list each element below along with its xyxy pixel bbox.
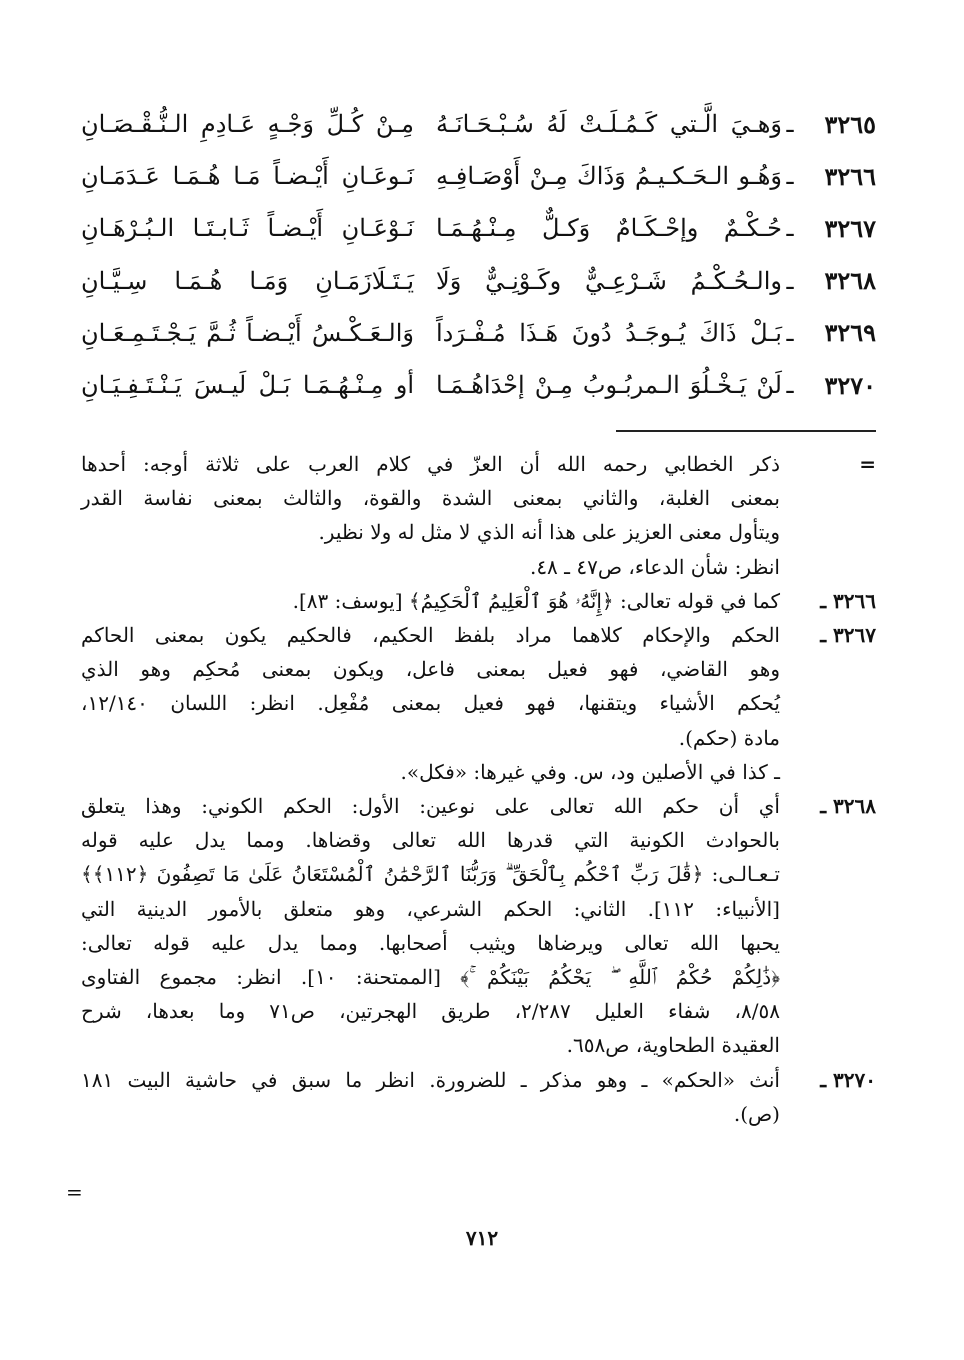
- verse-second-hemistich: نَـوعَـانِ أَيْـضـاً مَـا هُـمَـا عَـدَمَـانِ: [81, 162, 414, 191]
- verse-dash: ـ: [786, 371, 794, 400]
- footnote: [81, 584, 876, 618]
- page-number: ٧١٢: [465, 1226, 499, 1250]
- footnote-body: [81, 1063, 780, 1131]
- footnote-label: ٣٢٧٠ ـ: [820, 1067, 876, 1092]
- footnote-line: يُحكم الأشياء ويتقنها، فهو فعيل بمعنى مُفْعِل. انظر: اللسان ١٢/١٤٠،: [81, 691, 780, 716]
- footnote-line: أي أن حكم الله تعالى على نوعين: الأول: الحكم الكوني: وهذا يتعلق: [81, 794, 780, 819]
- footnote-body: [81, 584, 780, 618]
- footnote-line: كما في قوله تعالى: ﴿إِنَّهُۥ هُوَ ٱلْعَلِيمُ ٱلْحَكِيمُ﴾ [يوسف: ٨٣].: [292, 588, 780, 613]
- verse-dash: ـ: [786, 318, 794, 347]
- footnote-line: (ص).: [733, 1101, 780, 1126]
- footnote: [81, 789, 876, 1063]
- footnote-label: ٣٢٦٨ ـ: [820, 794, 876, 819]
- footnote-line: الحكم والإحكام كلاهما مراد بلفظ الحكيم، فالحكيم يكون بمعنى الحاكم: [81, 623, 780, 648]
- footnote-line: بمعنى الغلبة، والثاني بمعنى الشدة والقوة، والثالث بمعنى نفاسة القدر: [81, 486, 780, 511]
- verse-number: ٣٢٦٧: [824, 213, 876, 243]
- footnote: [81, 1063, 876, 1131]
- footnote-line: أنث «الحكم» ـ وهو مذكر ـ للضرورة. انظر ما سبق في حاشية البيت ١٨١: [81, 1067, 780, 1092]
- verse-number: ٣٢٦٦: [824, 161, 876, 191]
- footnote: [81, 618, 876, 789]
- footnote-line: انظر: شأن الدعاء، ص٤٧ ـ ٤٨.: [529, 554, 780, 579]
- footnote-line: العقيدة الطحاوية، ص٦٥٨.: [566, 1033, 780, 1058]
- footnote-line: تـعـالـى: ﴿قَٰلَ رَبِّ ٱحْكُم بِٱلْحَقِّ ۗ وَرَبُّنَا ٱلرَّحْمَٰنُ ٱلْمُسْتَعَانُ عَلَىٰ مَا تَصِفُونَ ﴿١١٢﴾﴾: [81, 862, 780, 887]
- verse-first-hemistich: وَهُـو الـحَـكـيـمُ وَذَاكَ مِـنْ أَوْصَـافِـهِ: [436, 162, 782, 191]
- verse-first-hemistich: بَـلْ ذَاكَ يُـوجَـدُ دُونَ هَـذَا مُـفْـرَداً: [436, 318, 782, 347]
- footnote-line: يحبها الله تعالى ويرضاها ويثيب أصحابها. ومما يدل عليه قوله تعالى:: [81, 930, 780, 955]
- verse-second-hemistich: يَـتَـلَازَمَـانِ وَمَـا هُـمَـا سِـيَّـانِ: [81, 266, 414, 295]
- verse-second-hemistich: نَـوْعَـانِ أَيْـضـاً ثَـابـتَـا الـبُـرْهَـانِ: [81, 214, 414, 243]
- footnote-label: =: [859, 452, 876, 476]
- footnote-line: [الأنبياء: ١١٢]. الثاني: الحكم الشرعي، وهو متعلق بالأمور الدينية التي: [81, 896, 780, 921]
- verse-dash: ـ: [786, 214, 794, 243]
- continuation-mark: =: [66, 1180, 83, 1204]
- footnote-body: [81, 789, 780, 1063]
- footnotes: [81, 447, 876, 1131]
- footnote-separator: [616, 430, 876, 432]
- verse-first-hemistich: وَهـيَ الَّـتي كَـمُـلَـتْ لَهُ سُـبْـحَـانَـهُ: [436, 110, 782, 139]
- footnote-line: مادة (حكم).: [678, 725, 780, 750]
- footnote-line: ذكر الخطابي رحمه الله أن العزّ في كلام العرب على ثلاثة أوجه: أحدها: [81, 452, 780, 476]
- verse-row: [81, 255, 876, 307]
- verse-number: ٣٢٦٥: [824, 109, 876, 139]
- verse-second-hemistich: أو مِـنْـهُـمَـا بَـلْ لَيـسَ يَـنْـتَـفِـيَـانِ: [81, 371, 414, 400]
- verse-number: ٣٢٧٠: [824, 370, 876, 400]
- verse-first-hemistich: حُـكْـمٌ وإحْـكَـامٌ وَكـلٌّ مِـنْـهُـمَـا: [436, 214, 782, 243]
- footnote-line: وهو القاضي، فهو فعيل بمعنى فاعل، ويكون بمعنى مُحكِم وهو الذي: [81, 657, 780, 682]
- poem-verses: [81, 98, 876, 411]
- verse-dash: ـ: [786, 162, 794, 191]
- footnote-line: ـ كذا في الأصلين ود، س. وفي غيرها: «فكل».: [400, 759, 780, 784]
- footnote: [81, 447, 876, 584]
- verse-first-hemistich: لَنْ يَـخْـلُوَ الـمربُـوبُ مِـنْ إحْدَاهُـمَـا: [436, 371, 782, 400]
- verse-second-hemistich: وَالـعَـكْـسُ أَيْـضـاً ثُـمَّ يَـجْـتَـمِـعَـانِ: [81, 318, 414, 347]
- footnote-line: ﴿ذَٰلِكُمْ حُكْمُ ٱللَّهِ ۖ يَحْكُمُ بَيْنَكُمْ ۚ﴾ [الممتحنة: ١٠]. انظر: مجموع الفتاوى: [81, 965, 780, 990]
- footnote-body: [81, 618, 780, 789]
- footnote-body: [81, 447, 780, 584]
- verse-number: ٣٢٦٨: [824, 266, 876, 296]
- verse-row: [81, 202, 876, 254]
- verse-row: [81, 359, 876, 411]
- footnote-label: ٣٢٦٧ ـ: [820, 623, 876, 648]
- verse-first-hemistich: والـحُـكْـمُ شَـرْعِـيٌّ وكَـوْنِـيٌّ وَلَا: [436, 266, 782, 295]
- verse-number: ٣٢٦٩: [824, 318, 876, 348]
- verse-dash: ـ: [786, 110, 794, 139]
- footnote-line: ويتأول معنى العزيز على هذا أنه الذي لا مثل له ولا نظير.: [318, 520, 780, 545]
- footnote-line: ٨/٥٨، شفاء العليل ٢/٢٨٧، طريق الهجرتين، ص٧١ وما بعدها، شرح: [81, 999, 780, 1024]
- footnote-label: ٣٢٦٦ ـ: [820, 588, 876, 613]
- verse-dash: ـ: [786, 266, 794, 295]
- verse-row: [81, 98, 876, 150]
- verse-row: [81, 150, 876, 202]
- verse-row: [81, 307, 876, 359]
- footnote-line: بالحوادث الكونية التي قدرها الله تعالى وقضاها. ومما يدل عليه قوله: [81, 828, 780, 853]
- verse-second-hemistich: مِـنْ كُـلِّ وَجْـهٍ عَـادِمِ الـنُّـقْـصَـانِ: [81, 110, 414, 139]
